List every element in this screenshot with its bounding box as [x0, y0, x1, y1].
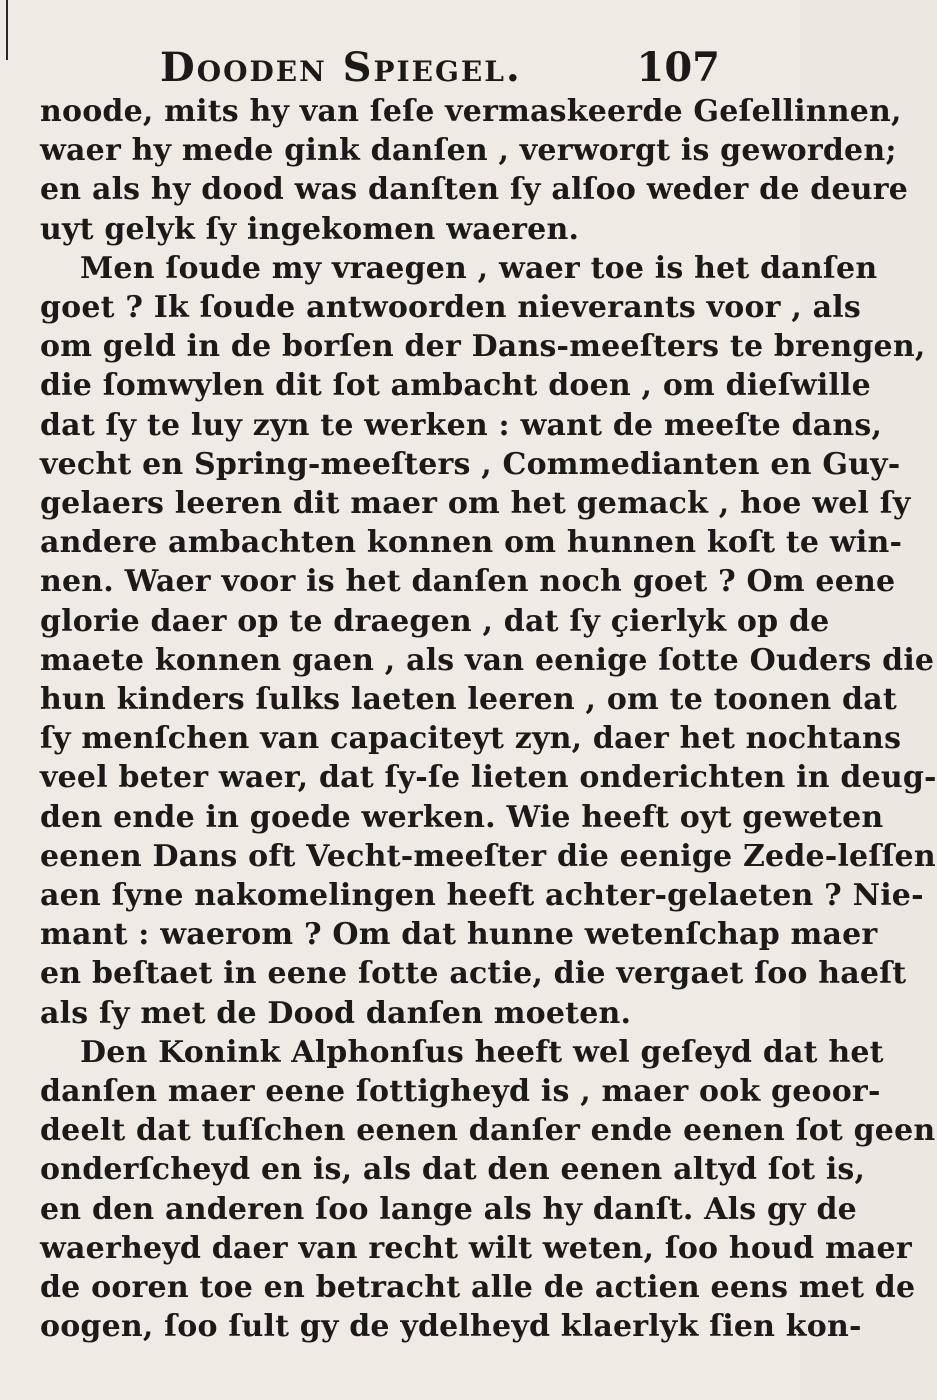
text-line: uyt gelyk ſy ingekomen waeren.	[40, 211, 580, 247]
text-line: danſen maer eene ſottigheyd is , maer ook geoor-	[40, 1074, 881, 1110]
text-line: andere ambachten konnen om hunnen koſt te win-	[40, 525, 903, 561]
text-line: ſy menſchen van capaciteyt zyn, daer het nochtans	[40, 721, 902, 757]
text-line: aen ſyne nakomelingen heeft achter-gelaeten ? Nie-	[40, 878, 924, 914]
text-line: die ſomwylen dit ſot ambacht doen , om dieſwille	[40, 368, 871, 404]
text-line: de ooren toe en betracht alle de actien eens met de	[40, 1270, 916, 1306]
text-line: goet ? Ik ſoude antwoorden nieverants voor , als	[40, 290, 861, 326]
text-line: glorie daer op te draegen , dat ſy çierlyk op de	[40, 603, 830, 639]
text-line: noode, mits hy van ſeſe vermaskeerde Geſellinnen,	[40, 94, 902, 129]
text-line: veel beter waer, dat ſy-ſe lieten onderichten in deug-	[40, 760, 937, 796]
text-line: onderſcheyd en is, als dat den eenen altyd ſot is,	[40, 1152, 866, 1188]
text-line: maete konnen gaen , als van eenige ſotte Ouders die	[40, 642, 935, 678]
text-line: om geld in de borſen der Dans-meeſters te brengen,	[40, 329, 926, 365]
text-line: vecht en Spring-meeſters , Commedianten en Guy-	[40, 446, 901, 482]
text-line: eenen Dans oft Vecht-meeſter die eenige Zede-leſſen	[40, 838, 936, 874]
text-line: den ende in goede werken. Wie heeft oyt geweten	[40, 799, 884, 835]
text-line: deelt dat tuſſchen eenen danſer ende eenen ſot geen	[40, 1113, 936, 1149]
text-line: en als hy dood was danſten ſy alſoo weder de deure	[40, 172, 909, 208]
text-line: dat ſy te luy zyn te werken : want de meeſte dans,	[40, 407, 883, 443]
text-line: Men ſoude my vraegen , waer toe is het danſen	[80, 250, 878, 286]
text-line: waer hy mede gink danſen , verworgt is geworden;	[40, 133, 897, 169]
text-line: oogen, ſoo ſult gy de ydelheyd klaerlyk ſien kon-	[40, 1309, 862, 1345]
page-header	[160, 44, 720, 94]
text-line: en beſtaet in eene ſotte actie, die vergaet ſoo haeſt	[40, 956, 907, 992]
text-line: gelaers leeren dit maer om het gemack , hoe wel ſy	[40, 486, 911, 522]
page-number: 107	[636, 44, 720, 91]
text-line: hun kinders ſulks laeten leeren , om te toonen dat	[40, 682, 897, 718]
text-line: als ſy met de Dood danſen moeten.	[40, 995, 632, 1031]
body-text	[40, 92, 937, 1347]
text-line: en den anderen ſoo lange als hy danſt. Als gy de	[40, 1191, 857, 1227]
text-line: waerheyd daer van recht wilt weten, ſoo houd maer	[40, 1230, 912, 1266]
running-title: Dooden Spiegel.	[160, 44, 522, 91]
page-edge-line	[6, 0, 8, 60]
text-line: Den Konink Alphonſus heeft wel geſeyd dat het	[80, 1034, 884, 1070]
text-line: nen. Waer voor is het danſen noch goet ? Om eene	[40, 564, 896, 600]
text-line: mant : waerom ? Om dat hunne wetenſchap maer	[40, 917, 878, 953]
